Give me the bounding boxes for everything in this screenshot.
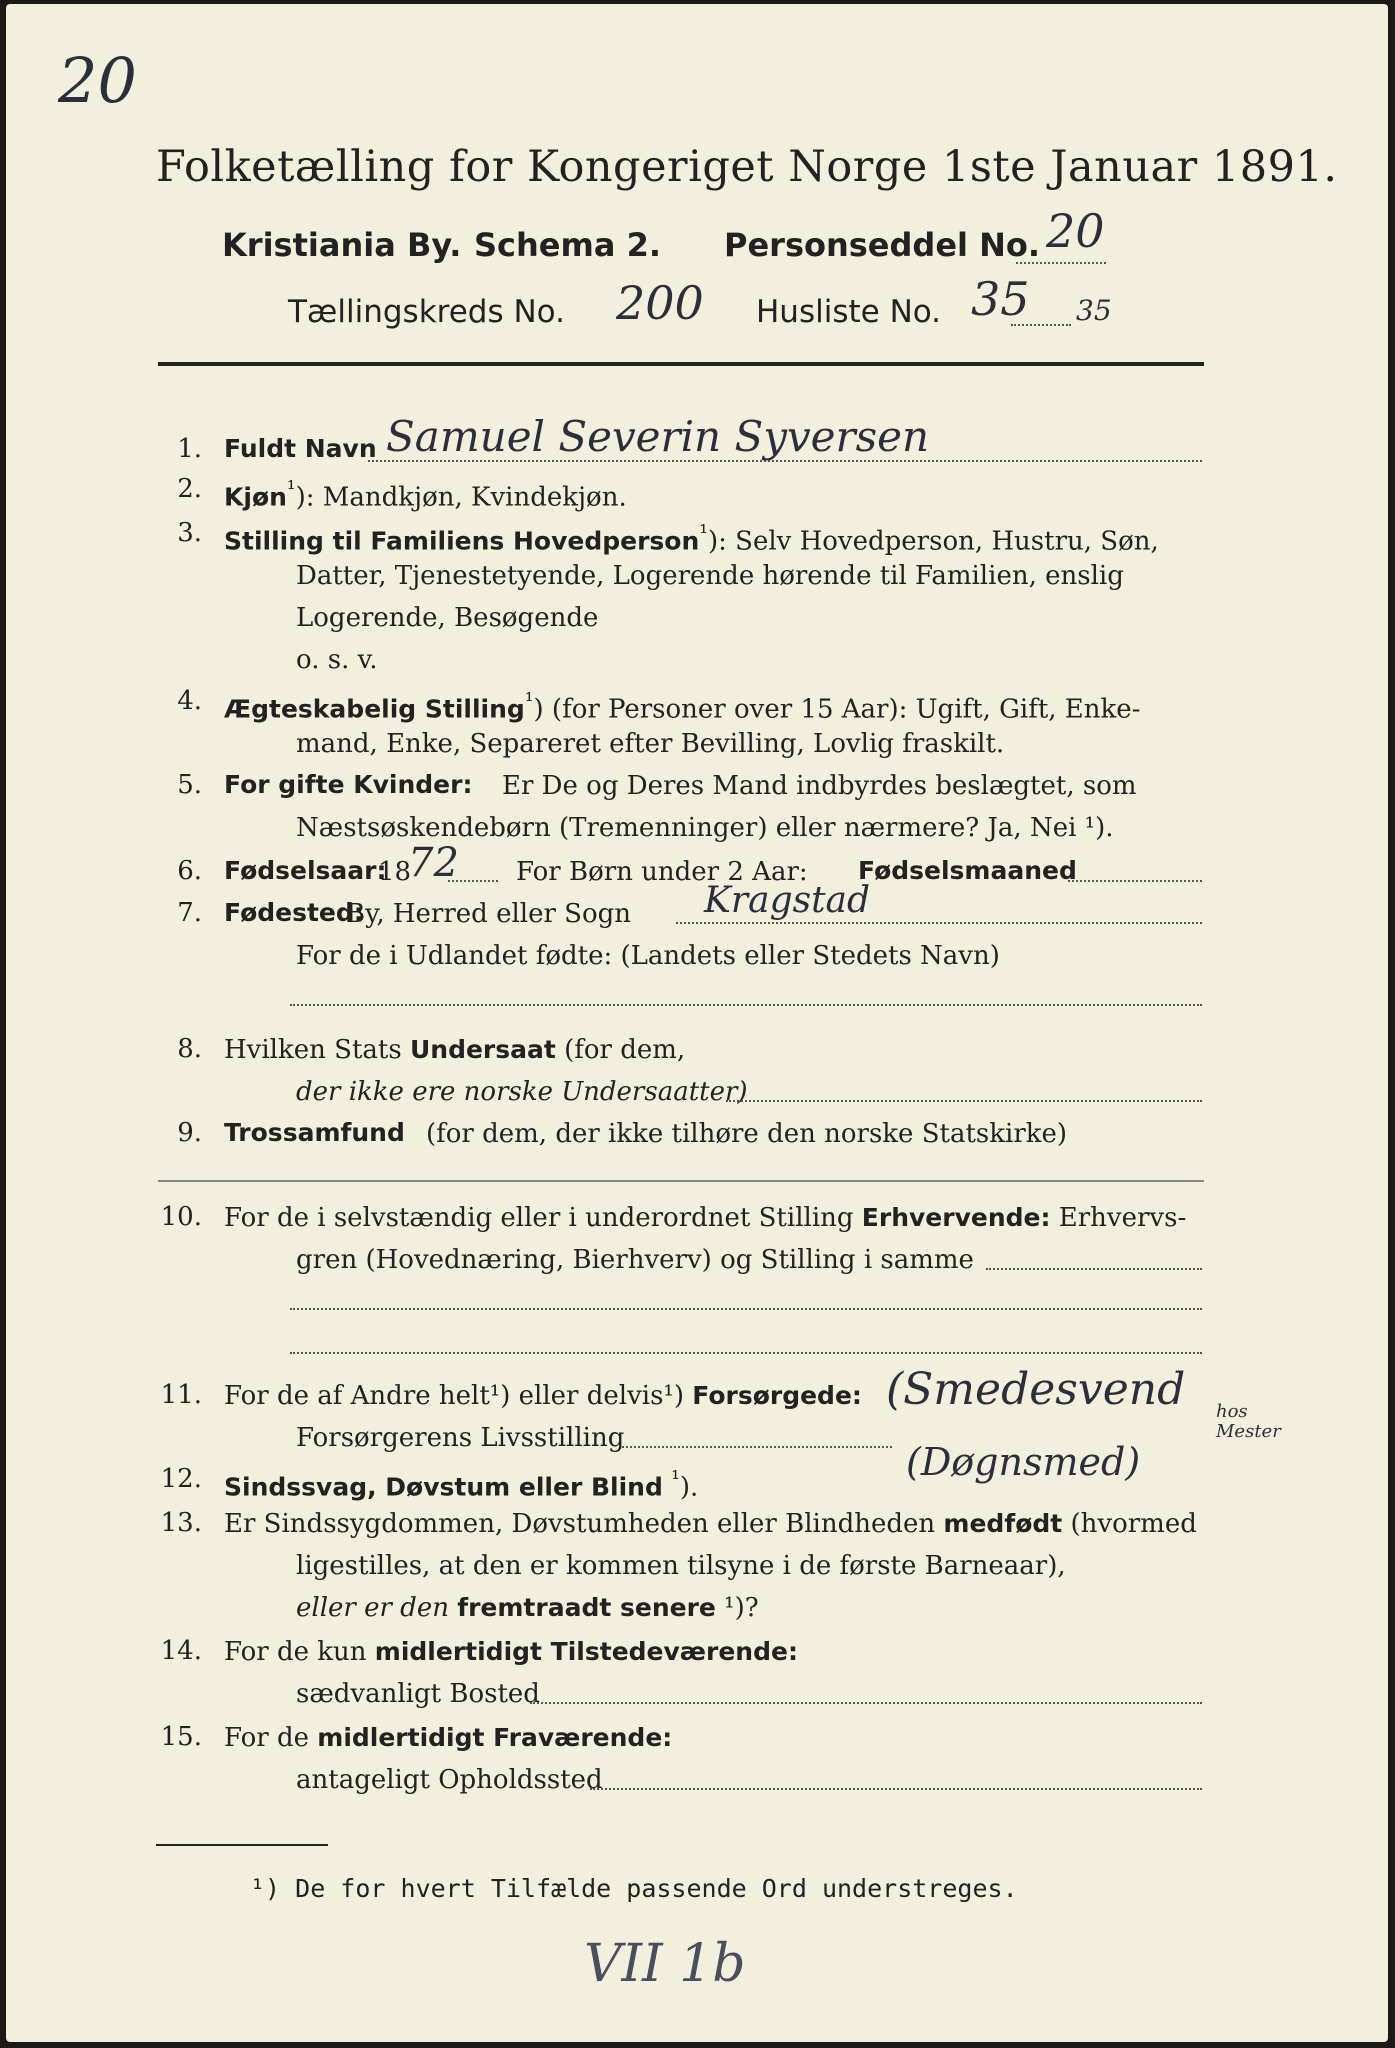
q11-label: Forsørgede: xyxy=(692,1381,862,1410)
q11-number: 11. xyxy=(160,1380,202,1410)
q1-label: Fuldt Navn xyxy=(224,434,377,463)
q13-line3 xyxy=(296,1592,759,1624)
form-title: Folketælling for Kongeriget Norge 1ste Januar 1891. xyxy=(156,142,1338,192)
q3-sup: ¹ xyxy=(699,521,708,546)
personseddel-number: 20 xyxy=(1046,204,1105,258)
q14-line2: sædvanligt Bosted xyxy=(296,1679,540,1709)
q6-dots-a xyxy=(448,880,498,882)
q8-label: Undersaat xyxy=(409,1035,556,1064)
subtitle-city: Kristiania By. xyxy=(222,226,462,264)
q11-text-a: For de af Andre helt¹) eller delvis¹) xyxy=(224,1381,684,1411)
q13-line2: ligestilles, at den er kommen tilsyne i de første Barneaar), xyxy=(296,1551,1066,1581)
q15-text-a: For de xyxy=(224,1723,309,1753)
q2-text xyxy=(224,474,627,514)
q15-label: midlertidigt Fraværende: xyxy=(317,1723,673,1752)
q6-number: 6. xyxy=(177,856,202,886)
personseddel-label: Personseddel No. xyxy=(724,226,1041,264)
q11-answer-2: (Døgnsmed) xyxy=(906,1440,1141,1484)
q11-dots xyxy=(622,1446,892,1448)
q7-dots-2 xyxy=(290,1004,1202,1006)
q2-number: 2. xyxy=(177,474,202,504)
q6-label2: Fødselsmaaned xyxy=(858,856,1077,885)
q15-dots xyxy=(590,1788,1202,1790)
q2-options: ): Mandkjøn, Kvindekjøn. xyxy=(295,482,627,513)
q8-text-b: (for dem, xyxy=(564,1035,686,1065)
q8-dots xyxy=(726,1100,1202,1102)
q10-number: 10. xyxy=(160,1202,202,1232)
q3-number: 3. xyxy=(177,518,202,548)
q7-label: Fødested: xyxy=(224,898,364,927)
q8-line1 xyxy=(224,1034,685,1066)
census-form xyxy=(6,4,1388,2042)
q12-number: 12. xyxy=(160,1464,202,1494)
q15-line1 xyxy=(224,1722,672,1754)
q15-number: 15. xyxy=(160,1722,202,1752)
husliste-dots xyxy=(1011,324,1071,326)
q1-number: 1. xyxy=(177,434,202,464)
q14-number: 14. xyxy=(160,1636,202,1666)
q14-dots xyxy=(530,1702,1202,1704)
q13-number: 13. xyxy=(160,1508,202,1538)
q4-line2: mand, Enke, Separeret efter Bevilling, Lovlig fraskilt. xyxy=(296,729,1005,759)
q13-text-d: ¹)? xyxy=(724,1593,759,1623)
kreds-number: 200 xyxy=(616,276,704,330)
husliste-label: Husliste No. xyxy=(756,294,942,330)
q5-label: For gifte Kvinder: xyxy=(224,770,473,799)
q9-rule xyxy=(158,1180,1204,1182)
q10-text-a: For de i selvstændig eller i underordnet Stilling xyxy=(224,1203,854,1233)
q9-number: 9. xyxy=(177,1118,202,1148)
q6-prefix: 18 xyxy=(378,857,412,887)
q9-text: (for dem, der ikke tilhøre den norske Statskirke) xyxy=(426,1119,1068,1149)
q7-text: By, Herred eller Sogn xyxy=(346,899,632,929)
q10-dots-1 xyxy=(986,1268,1202,1270)
husliste-extra: 35 xyxy=(1076,294,1112,327)
q3-line3: Logerende, Besøgende xyxy=(296,603,599,633)
q14-text-a: For de kun xyxy=(224,1637,367,1667)
q5-number: 5. xyxy=(177,770,202,800)
q14-label: midlertidigt Tilstedeværende: xyxy=(374,1637,798,1666)
q2-label: Kjøn xyxy=(224,482,287,512)
q6-text: For Børn under 2 Aar: xyxy=(516,857,808,887)
q10-text-b: Erhvervs- xyxy=(1058,1203,1187,1233)
q10-dots-2 xyxy=(290,1308,1202,1310)
bottom-handwritten-mark: VII 1b xyxy=(584,1934,746,1994)
q12-sup: ¹ xyxy=(671,1467,680,1492)
q7-answer: Kragstad xyxy=(704,880,871,921)
q10-dots-3 xyxy=(290,1352,1202,1354)
husliste-number: 35 xyxy=(971,272,1030,326)
footnote: ¹) De for hvert Tilfælde passende Ord understreges. xyxy=(250,1874,1018,1903)
q8-line2: der ikke ere norske Undersaatter) xyxy=(296,1077,748,1107)
q7-dots xyxy=(676,922,1202,924)
q12-label: Sindssvag, Døvstum eller Blind xyxy=(224,1472,663,1502)
q3-line1 xyxy=(224,518,1159,558)
q1-dots xyxy=(368,460,1202,462)
header-rule xyxy=(158,362,1204,366)
q11-line1 xyxy=(224,1380,862,1412)
q7-line2: For de i Udlandet fødte: (Landets eller Stedets Navn) xyxy=(296,941,1000,971)
q13-label-2: fremtraadt senere xyxy=(457,1593,716,1622)
q13-text-a: Er Sindssygdommen, Døvstumheden eller Blindheden xyxy=(224,1509,936,1539)
q12-text xyxy=(224,1464,698,1504)
q13-label: medfødt xyxy=(943,1509,1063,1538)
q4-sup: ¹ xyxy=(524,689,534,714)
q10-line1 xyxy=(224,1202,1186,1234)
subtitle-schema: Schema 2. xyxy=(474,226,661,264)
q10-line2: gren (Hovednæring, Bierhverv) og Stilling i samme xyxy=(296,1245,974,1275)
q3-line4: o. s. v. xyxy=(296,645,378,675)
q11-line2: Forsørgerens Livsstilling xyxy=(296,1423,625,1453)
q6-answer: 72 xyxy=(408,840,459,886)
q13-text-b: (hvormed xyxy=(1070,1509,1197,1539)
q4-options: ) (for Personer over 15 Aar): Ugift, Gift, Enke- xyxy=(533,694,1141,725)
q3-options: ): Selv Hovedperson, Hustru, Søn, xyxy=(707,526,1159,557)
q5-line2: Næstsøskendebørn (Tremenninger) eller nærmere? Ja, Nei ¹). xyxy=(296,813,1114,843)
q4-number: 4. xyxy=(177,686,202,716)
q6-dots-b xyxy=(1068,880,1202,882)
q11-answer-1: (Smedesvend xyxy=(886,1364,1186,1415)
q5-line1: Er De og Deres Mand indbyrdes beslægtet, som xyxy=(502,771,1137,801)
q3-line2: Datter, Tjenestetyende, Logerende hørende til Familien, enslig xyxy=(296,561,1124,591)
q4-line1 xyxy=(224,686,1140,726)
q7-number: 7. xyxy=(177,898,202,928)
kreds-label: Tællingskreds No. xyxy=(288,294,565,330)
footnote-rule xyxy=(156,1844,328,1846)
q11-answer-small: hos Mester xyxy=(1216,1401,1281,1442)
q2-sup: ¹ xyxy=(286,477,296,502)
q8-text-a: Hvilken Stats xyxy=(224,1035,402,1065)
q13-text-c: eller er den xyxy=(296,1593,449,1623)
q13-line1 xyxy=(224,1508,1197,1540)
q4-label: Ægteskabelig Stilling xyxy=(224,694,525,724)
q15-line2: antageligt Opholdssted xyxy=(296,1765,603,1795)
page-number-handwritten: 20 xyxy=(58,44,137,117)
q3-label: Stilling til Familiens Hovedperson xyxy=(224,526,700,556)
q8-number: 8. xyxy=(177,1034,202,1064)
q14-line1 xyxy=(224,1636,798,1668)
q1-answer: Samuel Severin Syversen xyxy=(386,412,930,461)
personseddel-dots xyxy=(1016,262,1106,264)
q6-label: Fødselsaar: xyxy=(224,856,387,885)
q10-label: Erhvervende: xyxy=(861,1203,1051,1232)
q9-label: Trossamfund xyxy=(224,1118,405,1147)
q12-end: ). xyxy=(679,1472,699,1503)
